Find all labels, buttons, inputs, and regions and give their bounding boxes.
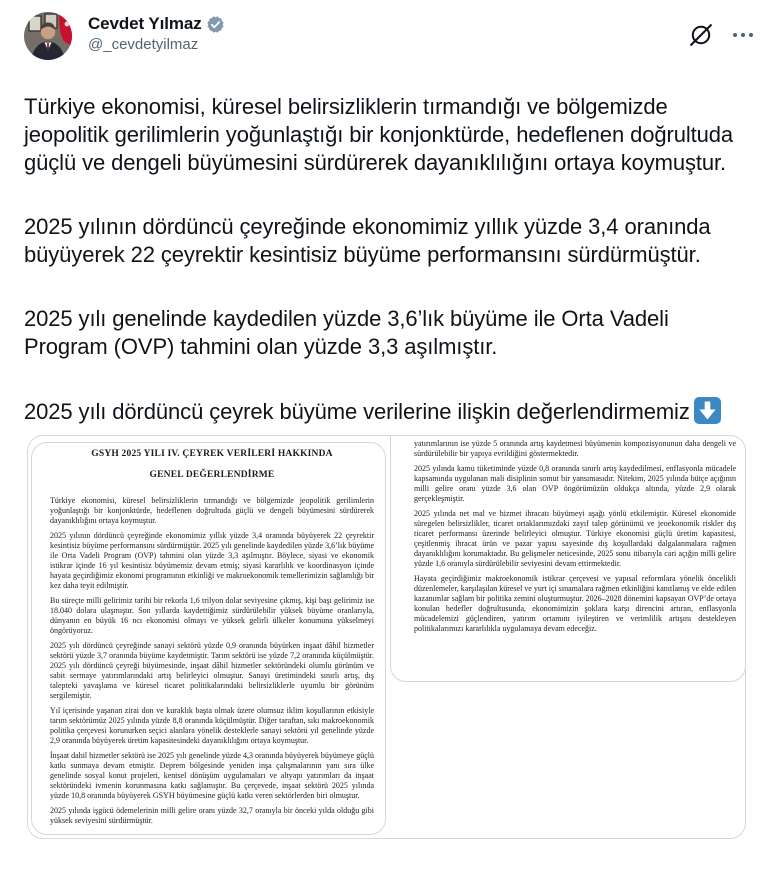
document-title-line2: GENEL DEĞERLENDİRME bbox=[149, 470, 275, 480]
down-arrow-emoji bbox=[694, 397, 721, 424]
tweet-text bbox=[24, 93, 752, 426]
document-right-column bbox=[414, 439, 736, 639]
user-handle[interactable]: @_cevdetyilmaz bbox=[88, 36, 199, 53]
tweet-paragraph: 2025 yılı genelinde kaydedilen yüzde 3,6’lık büyüme ile Orta Vadeli Program (OVP) tahmini olan yüzde 3,3 aşılmıştır. bbox=[24, 306, 669, 359]
tweet-header bbox=[0, 0, 776, 60]
document-paragraph: 2025 yılının dördüncü çeyreğinde ekonomimiz yıllık yüzde 3,4 oranında büyüyerek 22 çeyrektir kesintisiz büyüme performansını sürdürmüştür. 2025 yılı genelinde kaydedilen yüzde 3,6’lık büyüme ile Orta Vadeli Program (OVP) tahmini olan yüzde 3,3 aşılmıştır. Böylece, siyasi ve ekonomik istikrar içinde 16 yıl kesintisiz büyümemiz devam etmiş; siyasi kararlılık ve koordinasyon içinde hayata geçirdiğimiz ekonomi programının etkinliği ve makroekonomik temellerimizin sağlamlığı bir kez daha teyit edilmiştir. bbox=[50, 531, 374, 590]
tweet-paragraph: 2025 yılının dördüncü çeyreğinde ekonomimiz yıllık yüzde 3,4 oranında büyüyerek 22 çeyrektir kesintisiz büyüme performansını sürdürmüştür. bbox=[24, 214, 711, 267]
document-paragraph: 2025 yılında net mal ve hizmet ihracatı büyümeyi aşağı yönlü etkilemiştir. Küresel ekonomide süregelen belirsizlikler, ticaret ortaklarımızdaki zayıf talep görünümü ve jeoekonomik riskler dış ticaret performansı üzerinde belirleyici olmuştur. Türkiye ekonomisi güçlü üretim kapasitesi, çeşitlenmiş ihracat ürün ve pazar yapısı sayesinde dış koşullardaki dalgalanmalara rağmen dayanıklılığını korumaktadır. Bu gelişmeler neticesinde, 2025 sonu itibarıyla cari açığın milli gelire yüzde 1,6 oranıyla sürdürülebilir seviyesini devam ettirmektedir. bbox=[414, 509, 736, 568]
tweet-paragraph: Türkiye ekonomisi, küresel belirsizliklerin tırmandığı ve bölgemizde jeopolitik gerilimlerin yoğunlaştığı bir konjonktürde, hedeflenen doğrultuda güçlü ve dengeli büyümesini sürdürerek dayanıklılığını ortaya koymuştur. bbox=[24, 94, 734, 175]
display-name[interactable]: Cevdet Yılmaz bbox=[88, 14, 202, 33]
document-title-line1: GSYH 2025 YILI IV. ÇEYREK VERİLERİ HAKKINDA bbox=[91, 449, 333, 459]
document-paragraph: yatırımlarının ise yüzde 5 oranında artış kaydetmesi büyümenin kompozisyonunun daha dengeli ve sürdürülebilir bir yapıya evrildiğini göstermektedir. bbox=[414, 439, 736, 458]
more-options-icon[interactable] bbox=[732, 32, 754, 38]
document-paragraph: Yıl içerisinde yaşanan zirai don ve kuraklık başta olmak üzere olumsuz iklim koşullarının etkisiyle tarım sektörümüz 2025 yılında yüzde 8,8 oranında küçülmüştür. Diğer taraftan, sıkı makroekonomik politika çerçevesi korunurken seçici alanlara yönelik desteklerle sanayi sektörü yıl genelinde yüzde 2,9 oranında büyüyerek üretim kapasitesindeki dayanıklılığını ortaya koymuştur. bbox=[50, 706, 374, 745]
document-paragraph: Hayata geçirdiğimiz makroekonomik istikrar çerçevesi ve yapısal reformlara yönelik öncelikli düzenlemeler, karşılaşılan küresel ve yurt içi sınamalara rağmen etkinliğini kanıtlamış ve elde edilen kazanımlar sağlam bir politika zemini oluşturmuştur. 2026–2028 dönemini kapsayan OVP’de ortaya konulan hedefler doğrultusunda, ekonomimizin şoklara karşı direncini artıran, enflasyonla mücadelemizi güçlendiren, yatırım ortamını iyileştiren ve verimlilik artışını destekleyen politikalarımızı kararlılıkla uygulamaya devam edeceğiz. bbox=[414, 574, 737, 633]
tweet-paragraph-text: 2025 yılı dördüncü çeyrek büyüme verilerine ilişkin değerlendirmemiz bbox=[24, 399, 690, 424]
document-paragraph: 2025 yılında işgücü ödemelerinin milli gelire oranı yüzde 32,7 oranıyla bir önceki yılda olduğu gibi yüksek seviyesini sürdürmüştür. bbox=[50, 806, 374, 825]
user-identity[interactable] bbox=[88, 14, 225, 53]
grok-icon[interactable] bbox=[688, 22, 714, 48]
document-paragraph: Türkiye ekonomisi, küresel belirsizliklerin tırmandığı ve bölgemizde jeopolitik gerilimlerin yoğunlaştığı bir konjonktürde, hedeflenen doğrultuda güçlü ve dengeli büyümesini sürdürerek dayanıklılığını ortaya koymuştur. bbox=[50, 496, 374, 525]
tweet-paragraph bbox=[24, 397, 752, 426]
avatar[interactable] bbox=[24, 12, 72, 60]
document-paragraph: İnşaat dahil hizmetler sektörü ise 2025 yılı genelinde yüzde 4,3 oranında büyüyerek büyümeye güçlü katkı sunmaya devam etmiştir. Deprem bölgesinde yeniden inşa çalışmalarının yanı sıra ülke genelinde sosyal konut projeleri, kentsel dönüşüm uygulamaları ve altyapı yatırımları da inşaat sektöründeki ivmenin korunmasına katkı sağlamıştır. Bu çerçevede, inşaat sektörü 2025 yılında yüzde 10,8 oranında büyüyerek GSYH büyümesine güçlü katkı veren sektörlerden biri olmuştur. bbox=[50, 751, 374, 800]
avatar-photo-illustration bbox=[24, 12, 72, 60]
verified-badge-icon bbox=[206, 15, 225, 34]
tweet-actions bbox=[688, 22, 754, 48]
document-paragraph: Bu süreçte milli gelirimiz tarihi bir rekorla 1,6 trilyon dolar seviyesine çıkmış, kişi başı gelirimiz ise 18.040 dolara ulaşmıştır. Son yıllarda kaydettiğimiz sürdürülebilir yüksek büyüme oranlarıyla, dünyanın en büyük 16 ncı ekonomisi olmayı ve yüksek gelirli ülkeler konumuna yükselmeyi öngörüyoruz. bbox=[50, 596, 374, 635]
document-paragraph: 2025 yılı dördüncü çeyreğinde sanayi sektörü yüzde 0,9 oranında büyürken inşaat dâhil hizmetler sektörü yüzde 3,7 oranında büyüme kaydetmiştir. Tarım sektörü ise yüzde 7,2 oranında küçülmüştür. 2025 yılı dördüncü çeyreği büyümesinde, inşaat dâhil hizmetler sektöründeki olumlu görünüm ve sabit sermaye yatırımlarındaki artış belirleyici olmuştur. Sanayi üretimindeki sınırlı artış, dış talepteki yavaşlama ve küresel ticaret politikalarındaki belirsizliklerle uyumlu bir görünüm sergilemiştir. bbox=[50, 641, 374, 700]
document-title bbox=[50, 444, 374, 486]
document-left-column bbox=[50, 444, 374, 831]
document-paragraph: 2025 yılında kamu tüketiminde yüzde 0,8 oranında sınırlı artış kaydedilmesi, enflasyonla mücadele kapsamında uygulanan mali disiplinin somut bir yansımasıdır. Nitekim, 2025 yılında bütçe açığının milli gelire oranı yüzde 3,6 olan OVP öngörümüzün oldukça altında, yüzde 2,9 olarak gerçekleşmiştir. bbox=[414, 464, 736, 503]
attached-document-image[interactable] bbox=[27, 435, 746, 839]
